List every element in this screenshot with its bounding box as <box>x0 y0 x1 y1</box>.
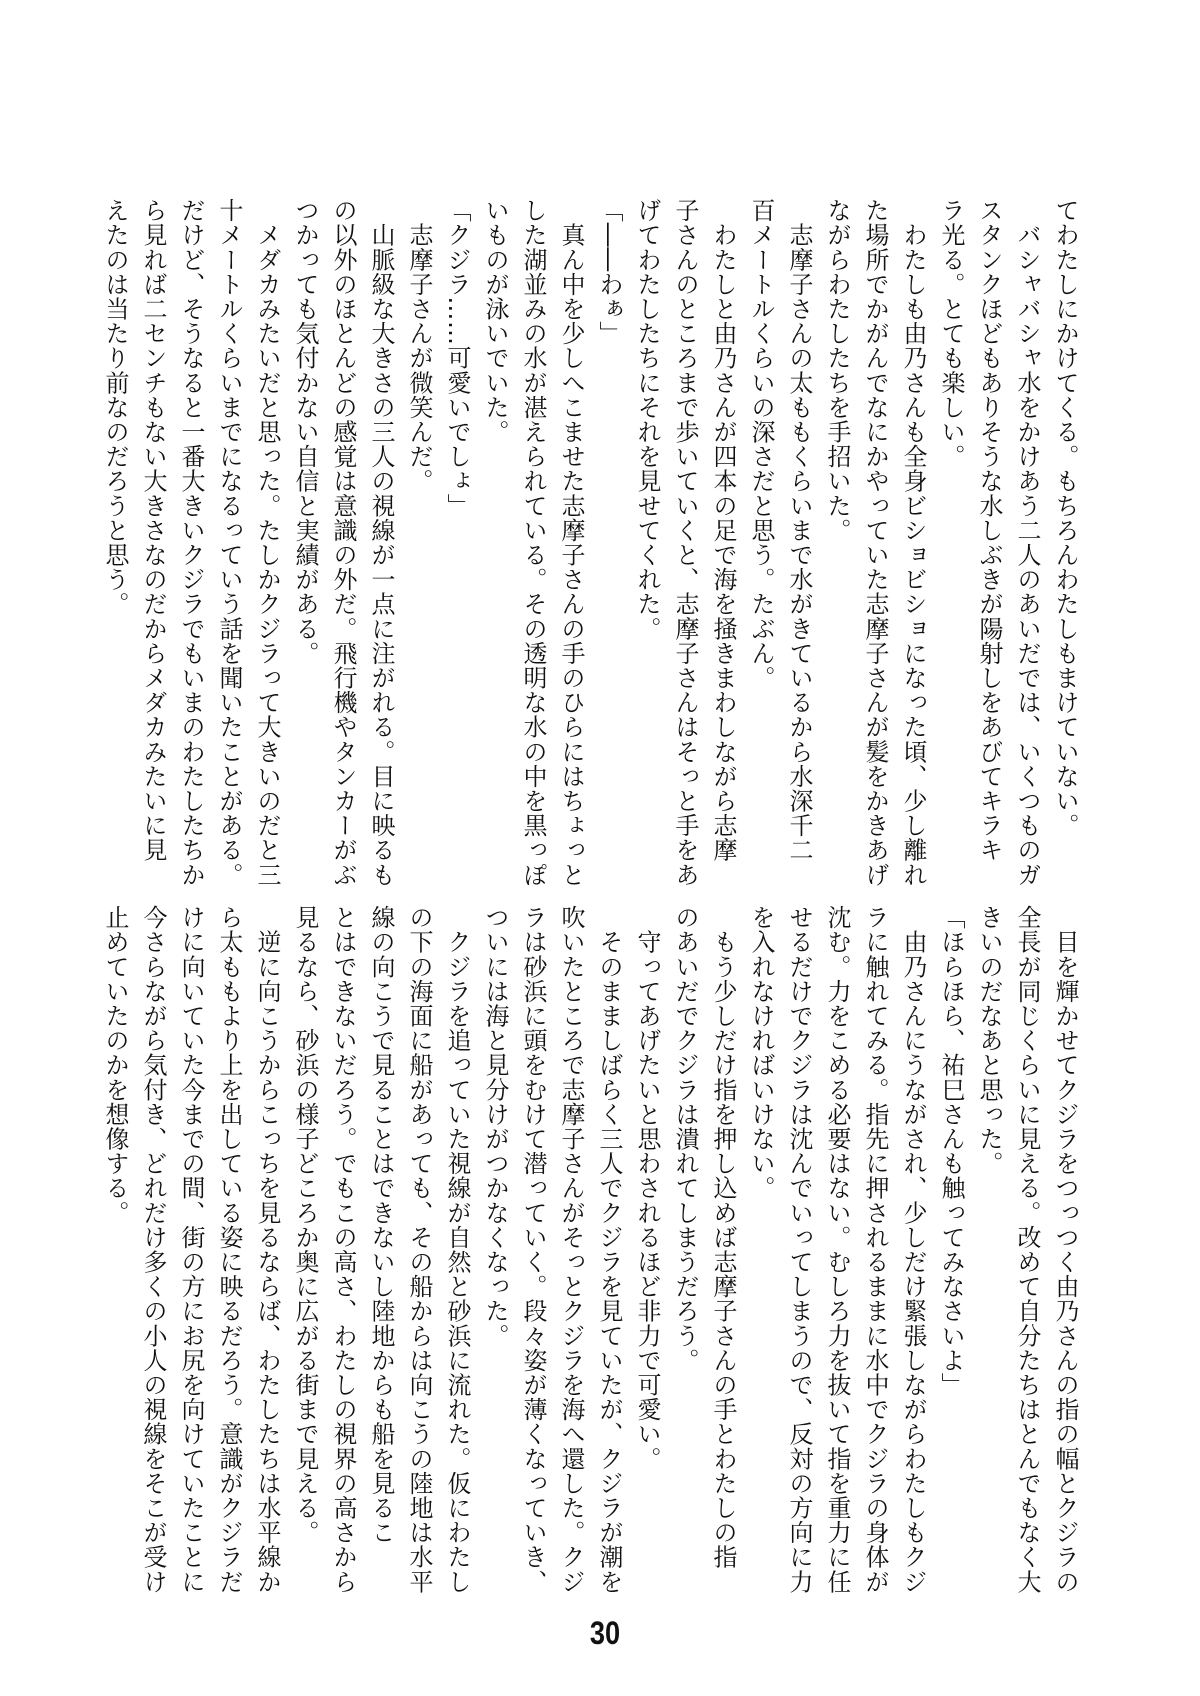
text-column: の下の海面に船があっても、その船からは向こうの陸地は水平 <box>405 905 433 1594</box>
text-column: ら太ももより上を出している姿に映るだろう。意識がクジラだ <box>215 905 243 1594</box>
text-column: クジラを追っていた視線が自然と砂浜に流れた。仮にわたし <box>443 905 471 1594</box>
text-column: わたしも由乃さんも全身ビショビショになった頃、少し離れ <box>899 198 927 887</box>
text-column: だけど、そうなると一番大きいクジラでもいまのわたしたちか <box>177 198 205 887</box>
text-column: せるだけでクジラは沈んでいってしまうので、反対の方向に力 <box>785 905 813 1594</box>
text-column: した湖並みの水が湛えられている。その透明な水の中を黒っぽ <box>519 198 547 887</box>
text-column: わたしと由乃さんが四本の足で海を掻きまわしながら志摩 <box>709 198 737 863</box>
text-column: 全長が同じくらいに見える。改めて自分たちはとんでもなく大 <box>1013 905 1041 1594</box>
text-column: げてわたしたちにそれを見せてくれた。 <box>633 198 661 641</box>
text-column: 守ってあげたいと思わされるほど非力で可愛い。 <box>633 905 661 1471</box>
text-column: バシャバシャ水をかけあう二人のあいだでは、いくつものガ <box>1013 198 1041 887</box>
text-block-top <box>96 198 1084 887</box>
text-column: 山脈級な大きさの三人の視線が一点に注がれる。目に映るも <box>367 198 395 887</box>
text-column: えたのは当たり前なのだろうと思う。 <box>101 198 129 617</box>
text-column: もう少しだけ指を押し込めば志摩子さんの手とわたしの指 <box>709 905 737 1570</box>
text-column: 「ほらほら、祐巳さんも触ってみなさいよ」 <box>937 905 965 1397</box>
text-column: 真ん中を少しへこませた志摩子さんの手のひらにはちょっと <box>557 198 585 887</box>
text-column: 今さらながら気付き、どれだけ多くの小人の視線をそこが受け <box>139 905 167 1594</box>
text-column: 吹いたところで志摩子さんがそっとクジラを海へ還した。クジ <box>557 905 585 1594</box>
text-column: そのまましばらく三人でクジラを見ていたが、クジラが潮を <box>595 905 623 1594</box>
text-column: 逆に向こうからこっちを見るならば、わたしたちは水平線か <box>253 905 281 1594</box>
text-column: のあいだでクジラは潰れてしまうだろう。 <box>671 905 699 1373</box>
text-column: 「――わぁ」 <box>595 198 623 346</box>
text-column: 志摩子さんの太ももくらいまで水がきているから水深千二 <box>785 198 813 863</box>
text-column: ついには海と見分けがつかなくなった。 <box>481 905 509 1348</box>
text-column: 十メートルくらいまでになるっていう話を聞いたことがある。 <box>215 198 243 887</box>
text-column: 由乃さんにうながされ、少しだけ緊張しながらわたしもクジ <box>899 905 927 1594</box>
text-column: の以外のほとんどの感覚は意識の外だ。飛行機やタンカーがぶ <box>329 198 357 887</box>
page-number: 30 <box>589 1615 621 1651</box>
text-column: 百メートルくらいの深さだと思う。たぶん。 <box>747 198 775 690</box>
text-column: ら見れば二センチもない大きさなのだからメダカみたいに見 <box>139 198 167 863</box>
text-column: た場所でかがんでなにかやっていた志摩子さんが髪をかきあげ <box>861 198 889 887</box>
text-column: 「クジラ……可愛いでしょ」 <box>443 198 471 518</box>
text-column: けに向いていた今までの間、街の方にお尻を向けていたことに <box>177 905 205 1594</box>
text-column: てわたしにかけてくる。もちろんわたしもまけていない。 <box>1051 198 1079 838</box>
text-column: 目を輝かせてクジラをつっつく由乃さんの指の幅とクジラの <box>1051 905 1079 1594</box>
text-column: 子さんのところまで歩いていくと、志摩子さんはそっと手をあ <box>671 198 699 887</box>
text-column: 沈む。力をこめる必要はない。むしろ力を抜いて指を重力に任 <box>823 905 851 1594</box>
text-column: を入れなければいけない。 <box>747 905 775 1201</box>
text-column: きいのだなあと思った。 <box>975 905 1003 1176</box>
text-column: ラ光る。とても楽しい。 <box>937 198 965 469</box>
text-column: いものが泳いでいた。 <box>481 198 509 444</box>
text-column: スタンクほどもありそうな水しぶきが陽射しをあびてキラキ <box>975 198 1003 863</box>
text-column: つかっても気付かない自信と実績がある。 <box>291 198 319 666</box>
text-column: ながらわたしたちを手招いた。 <box>823 198 851 543</box>
text-column: 線の向こうで見ることはできないし陸地からも船を見るこ <box>367 905 395 1545</box>
text-column: 見るなら、砂浜の様子どころか奥に広がる街まで見える。 <box>291 905 319 1545</box>
text-column: メダカみたいだと思った。たしかクジラって大きいのだと三 <box>253 198 281 887</box>
text-column: 志摩子さんが微笑んだ。 <box>405 198 433 494</box>
text-column: ラに触れてみる。指先に押されるままに水中でクジラの身体が <box>861 905 889 1594</box>
text-column: 止めていたのかを想像する。 <box>101 905 129 1225</box>
text-column: とはできないだろう。でもこの高さ、わたしの視界の高さから <box>329 905 357 1594</box>
text-column: ラは砂浜に頭をむけて潜っていく。段々姿が薄くなっていき、 <box>519 905 547 1594</box>
text-block-bottom <box>96 905 1084 1594</box>
